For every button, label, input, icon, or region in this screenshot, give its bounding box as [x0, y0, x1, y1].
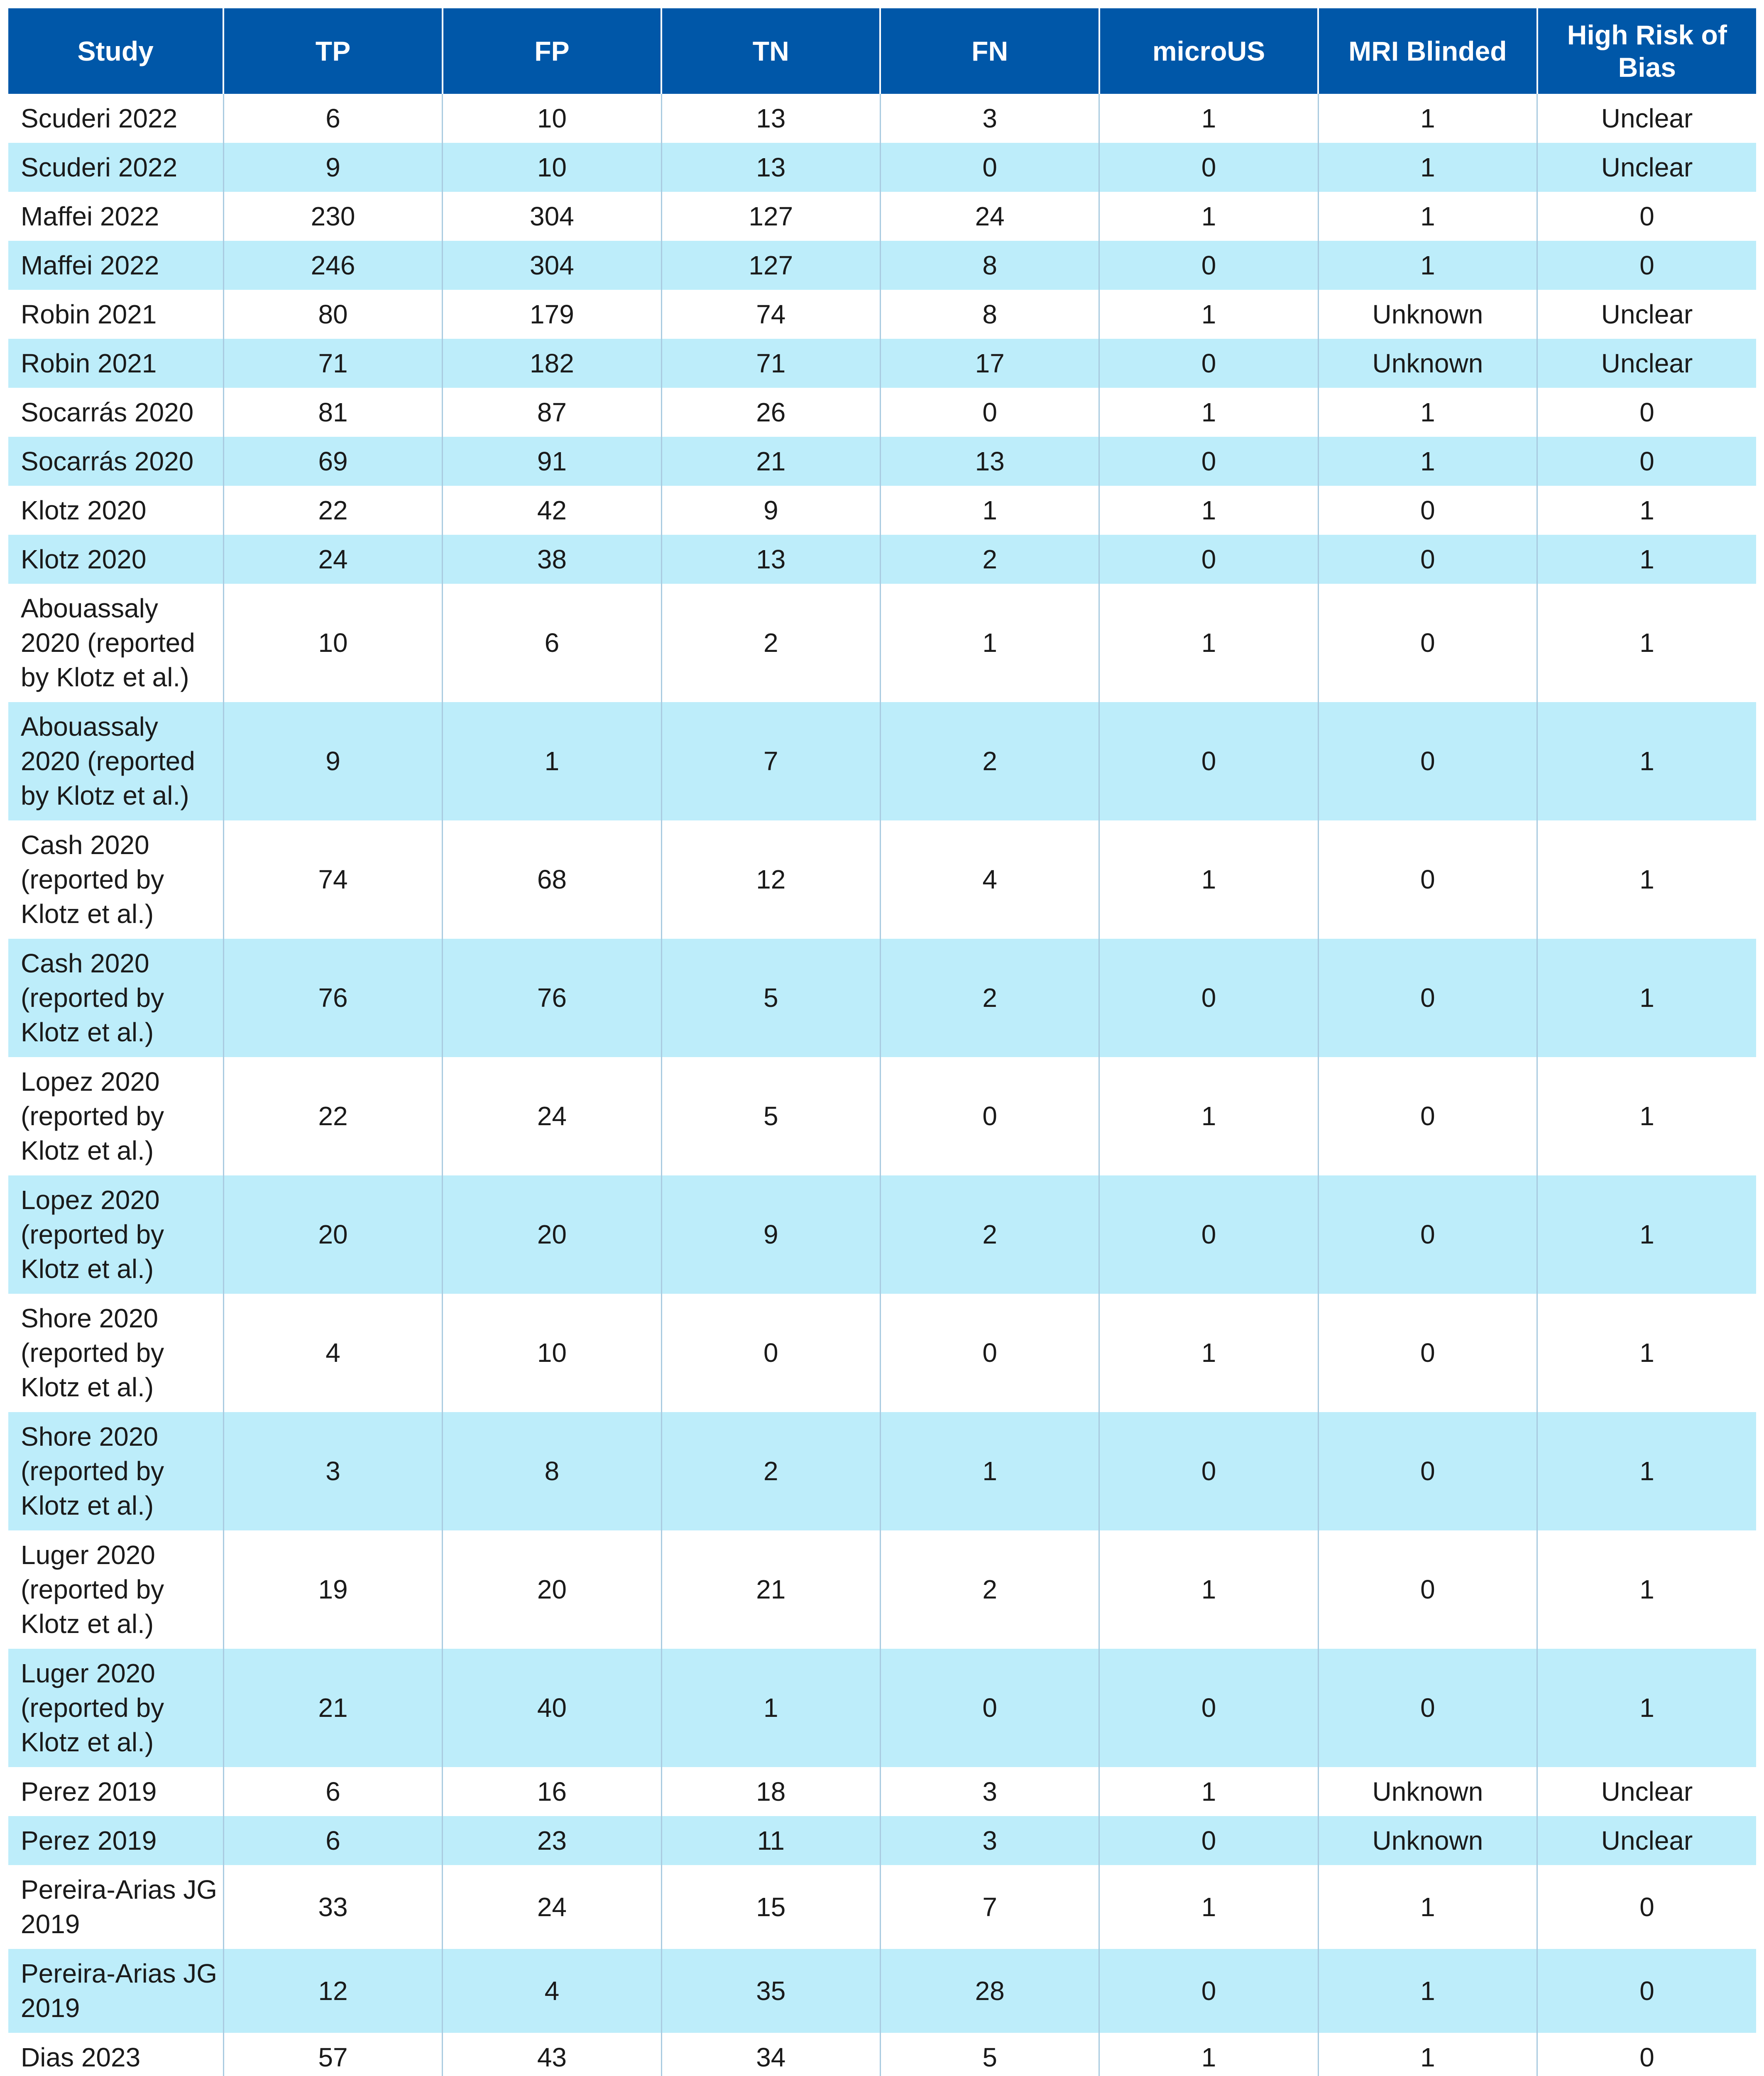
cell-fp: 68: [443, 820, 661, 939]
cell-fp: 6: [443, 584, 661, 702]
cell-fn: 8: [880, 241, 1099, 290]
cell-mri-blinded: Unknown: [1318, 290, 1537, 339]
cell-tp: 12: [223, 1949, 442, 2033]
cell-mri-blinded: 1: [1318, 143, 1537, 192]
cell-study: Maffei 2022: [8, 241, 223, 290]
cell-fp: 10: [443, 1294, 661, 1412]
cell-fp: 16: [443, 1767, 661, 1816]
cell-mri-blinded: 0: [1318, 1649, 1537, 1767]
table-row: [8, 1816, 1756, 1865]
cell-microus: 0: [1099, 1949, 1318, 2033]
cell-high-risk-of-bias: 0: [1537, 2033, 1756, 2076]
cell-tn: 2: [661, 584, 880, 702]
cell-microus: 0: [1099, 1649, 1318, 1767]
cell-tn: 15: [661, 1865, 880, 1949]
cell-high-risk-of-bias: 0: [1537, 192, 1756, 241]
cell-tn: 34: [661, 2033, 880, 2076]
cell-fp: 10: [443, 94, 661, 143]
cell-fp: 179: [443, 290, 661, 339]
table-row: [8, 1412, 1756, 1530]
cell-tn: 13: [661, 535, 880, 584]
cell-fp: 304: [443, 241, 661, 290]
cell-high-risk-of-bias: 1: [1537, 1294, 1756, 1412]
cell-mri-blinded: 0: [1318, 702, 1537, 820]
table-row: [8, 2033, 1756, 2076]
cell-fp: 24: [443, 1865, 661, 1949]
cell-tn: 7: [661, 702, 880, 820]
cell-tn: 35: [661, 1949, 880, 2033]
cell-fp: 182: [443, 339, 661, 388]
study-table: [8, 8, 1756, 2076]
cell-microus: 0: [1099, 939, 1318, 1057]
cell-tp: 80: [223, 290, 442, 339]
cell-tp: 6: [223, 1767, 442, 1816]
cell-tn: 74: [661, 290, 880, 339]
cell-fn: 2: [880, 535, 1099, 584]
cell-microus: 1: [1099, 192, 1318, 241]
cell-microus: 1: [1099, 290, 1318, 339]
cell-tn: 2: [661, 1412, 880, 1530]
cell-high-risk-of-bias: 1: [1537, 584, 1756, 702]
cell-high-risk-of-bias: 0: [1537, 437, 1756, 486]
cell-fn: 2: [880, 1530, 1099, 1649]
cell-study: Klotz 2020: [8, 486, 223, 535]
cell-study: Socarrás 2020: [8, 437, 223, 486]
cell-microus: 1: [1099, 1530, 1318, 1649]
cell-high-risk-of-bias: 1: [1537, 1057, 1756, 1175]
cell-mri-blinded: 0: [1318, 939, 1537, 1057]
table-row: [8, 1530, 1756, 1649]
cell-high-risk-of-bias: 1: [1537, 702, 1756, 820]
cell-high-risk-of-bias: 1: [1537, 1412, 1756, 1530]
table-row: [8, 939, 1756, 1057]
cell-microus: 1: [1099, 1057, 1318, 1175]
cell-fn: 2: [880, 702, 1099, 820]
cell-high-risk-of-bias: Unclear: [1537, 1767, 1756, 1816]
cell-tn: 127: [661, 192, 880, 241]
table-row: [8, 192, 1756, 241]
cell-high-risk-of-bias: 1: [1537, 1530, 1756, 1649]
header-mri-blinded: MRI Blinded: [1318, 8, 1537, 94]
table-row: [8, 820, 1756, 939]
cell-fp: 42: [443, 486, 661, 535]
cell-study: Abouassaly 2020 (reported by Klotz et al.): [8, 702, 223, 820]
cell-microus: 1: [1099, 1294, 1318, 1412]
cell-tp: 19: [223, 1530, 442, 1649]
cell-mri-blinded: 0: [1318, 1412, 1537, 1530]
cell-tn: 21: [661, 437, 880, 486]
cell-fn: 28: [880, 1949, 1099, 2033]
cell-tp: 21: [223, 1649, 442, 1767]
cell-fp: 20: [443, 1530, 661, 1649]
cell-microus: 1: [1099, 820, 1318, 939]
cell-mri-blinded: 1: [1318, 192, 1537, 241]
cell-tp: 10: [223, 584, 442, 702]
cell-study: Lopez 2020 (reported by Klotz et al.): [8, 1057, 223, 1175]
cell-study: Pereira-Arias JG 2019: [8, 1949, 223, 2033]
cell-study: Scuderi 2022: [8, 143, 223, 192]
table-row: [8, 1649, 1756, 1767]
cell-fn: 4: [880, 820, 1099, 939]
cell-tp: 9: [223, 143, 442, 192]
cell-mri-blinded: Unknown: [1318, 339, 1537, 388]
cell-high-risk-of-bias: Unclear: [1537, 339, 1756, 388]
cell-microus: 1: [1099, 1767, 1318, 1816]
table-row: [8, 241, 1756, 290]
cell-tn: 21: [661, 1530, 880, 1649]
cell-tn: 127: [661, 241, 880, 290]
cell-tp: 57: [223, 2033, 442, 2076]
header-tn: TN: [661, 8, 880, 94]
cell-fn: 3: [880, 1767, 1099, 1816]
cell-mri-blinded: 1: [1318, 241, 1537, 290]
cell-fp: 43: [443, 2033, 661, 2076]
cell-high-risk-of-bias: 1: [1537, 535, 1756, 584]
cell-tn: 26: [661, 388, 880, 437]
cell-microus: 0: [1099, 241, 1318, 290]
cell-mri-blinded: 1: [1318, 2033, 1537, 2076]
cell-study: Pereira-Arias JG 2019: [8, 1865, 223, 1949]
cell-tn: 1: [661, 1649, 880, 1767]
cell-tn: 0: [661, 1294, 880, 1412]
cell-fn: 1: [880, 584, 1099, 702]
cell-microus: 0: [1099, 702, 1318, 820]
cell-fn: 0: [880, 1057, 1099, 1175]
cell-high-risk-of-bias: Unclear: [1537, 143, 1756, 192]
cell-tp: 74: [223, 820, 442, 939]
cell-tn: 11: [661, 1816, 880, 1865]
cell-microus: 0: [1099, 143, 1318, 192]
cell-microus: 0: [1099, 339, 1318, 388]
cell-tp: 71: [223, 339, 442, 388]
cell-study: Dias 2023: [8, 2033, 223, 2076]
cell-mri-blinded: 0: [1318, 584, 1537, 702]
cell-microus: 1: [1099, 1865, 1318, 1949]
cell-fn: 3: [880, 1816, 1099, 1865]
cell-fn: 0: [880, 1294, 1099, 1412]
cell-fp: 40: [443, 1649, 661, 1767]
cell-study: Cash 2020 (reported by Klotz et al.): [8, 820, 223, 939]
header-microus: microUS: [1099, 8, 1318, 94]
table-row: [8, 1294, 1756, 1412]
cell-study: Robin 2021: [8, 339, 223, 388]
cell-fp: 76: [443, 939, 661, 1057]
cell-tp: 6: [223, 94, 442, 143]
cell-tn: 12: [661, 820, 880, 939]
cell-microus: 1: [1099, 94, 1318, 143]
cell-tn: 9: [661, 1175, 880, 1294]
cell-fp: 87: [443, 388, 661, 437]
cell-tn: 9: [661, 486, 880, 535]
cell-microus: 0: [1099, 535, 1318, 584]
cell-mri-blinded: 0: [1318, 486, 1537, 535]
cell-fn: 13: [880, 437, 1099, 486]
cell-fp: 4: [443, 1949, 661, 2033]
table-row: [8, 1767, 1756, 1816]
cell-high-risk-of-bias: 1: [1537, 1649, 1756, 1767]
cell-high-risk-of-bias: 0: [1537, 388, 1756, 437]
cell-microus: 1: [1099, 584, 1318, 702]
table-row: [8, 535, 1756, 584]
cell-fn: 0: [880, 388, 1099, 437]
table-row: [8, 702, 1756, 820]
header-fp: FP: [443, 8, 661, 94]
cell-tp: 20: [223, 1175, 442, 1294]
table-row: [8, 290, 1756, 339]
header-study: Study: [8, 8, 223, 94]
cell-fn: 2: [880, 939, 1099, 1057]
cell-fn: 1: [880, 486, 1099, 535]
cell-high-risk-of-bias: 0: [1537, 1865, 1756, 1949]
cell-tp: 246: [223, 241, 442, 290]
cell-tn: 13: [661, 94, 880, 143]
study-table-container: [8, 8, 1756, 2076]
cell-study: Scuderi 2022: [8, 94, 223, 143]
cell-study: Socarrás 2020: [8, 388, 223, 437]
table-row: [8, 584, 1756, 702]
table-row: [8, 94, 1756, 143]
cell-fp: 304: [443, 192, 661, 241]
cell-fn: 8: [880, 290, 1099, 339]
cell-mri-blinded: 1: [1318, 1949, 1537, 2033]
cell-tp: 81: [223, 388, 442, 437]
cell-tp: 69: [223, 437, 442, 486]
cell-fn: 2: [880, 1175, 1099, 1294]
cell-high-risk-of-bias: 0: [1537, 1949, 1756, 2033]
cell-fn: 24: [880, 192, 1099, 241]
cell-tp: 33: [223, 1865, 442, 1949]
cell-fp: 10: [443, 143, 661, 192]
cell-mri-blinded: Unknown: [1318, 1816, 1537, 1865]
header-high-risk-of-bias: High Risk of Bias: [1537, 8, 1756, 94]
table-row: [8, 1949, 1756, 2033]
cell-study: Lopez 2020 (reported by Klotz et al.): [8, 1175, 223, 1294]
cell-fn: 0: [880, 1649, 1099, 1767]
cell-tn: 13: [661, 143, 880, 192]
cell-tp: 22: [223, 486, 442, 535]
table-row: [8, 486, 1756, 535]
cell-tp: 3: [223, 1412, 442, 1530]
cell-study: Cash 2020 (reported by Klotz et al.): [8, 939, 223, 1057]
cell-tp: 4: [223, 1294, 442, 1412]
cell-fn: 7: [880, 1865, 1099, 1949]
cell-mri-blinded: 1: [1318, 437, 1537, 486]
cell-tp: 6: [223, 1816, 442, 1865]
cell-study: Abouassaly 2020 (reported by Klotz et al.): [8, 584, 223, 702]
table-row: [8, 339, 1756, 388]
cell-microus: 0: [1099, 1412, 1318, 1530]
table-row: [8, 1865, 1756, 1949]
cell-mri-blinded: Unknown: [1318, 1767, 1537, 1816]
cell-tp: 22: [223, 1057, 442, 1175]
cell-fn: 5: [880, 2033, 1099, 2076]
cell-study: Luger 2020 (reported by Klotz et al.): [8, 1530, 223, 1649]
cell-tn: 71: [661, 339, 880, 388]
cell-tn: 18: [661, 1767, 880, 1816]
cell-tp: 230: [223, 192, 442, 241]
cell-fn: 3: [880, 94, 1099, 143]
cell-mri-blinded: 0: [1318, 1294, 1537, 1412]
table-row: [8, 1175, 1756, 1294]
table-row: [8, 1057, 1756, 1175]
cell-fp: 38: [443, 535, 661, 584]
cell-mri-blinded: 1: [1318, 1865, 1537, 1949]
cell-microus: 1: [1099, 2033, 1318, 2076]
cell-mri-blinded: 0: [1318, 1057, 1537, 1175]
header-fn: FN: [880, 8, 1099, 94]
cell-high-risk-of-bias: 1: [1537, 486, 1756, 535]
cell-tp: 24: [223, 535, 442, 584]
table-row: [8, 437, 1756, 486]
cell-mri-blinded: 0: [1318, 1530, 1537, 1649]
table-row: [8, 143, 1756, 192]
cell-microus: 0: [1099, 1816, 1318, 1865]
table-row: [8, 388, 1756, 437]
cell-tn: 5: [661, 1057, 880, 1175]
cell-high-risk-of-bias: Unclear: [1537, 1816, 1756, 1865]
cell-fp: 23: [443, 1816, 661, 1865]
cell-tp: 76: [223, 939, 442, 1057]
table-body: [8, 94, 1756, 2076]
cell-study: Perez 2019: [8, 1816, 223, 1865]
cell-tp: 9: [223, 702, 442, 820]
cell-study: Klotz 2020: [8, 535, 223, 584]
cell-fp: 20: [443, 1175, 661, 1294]
cell-mri-blinded: 1: [1318, 388, 1537, 437]
cell-mri-blinded: 0: [1318, 820, 1537, 939]
cell-study: Shore 2020 (reported by Klotz et al.): [8, 1412, 223, 1530]
cell-fn: 17: [880, 339, 1099, 388]
cell-high-risk-of-bias: Unclear: [1537, 94, 1756, 143]
cell-high-risk-of-bias: 1: [1537, 1175, 1756, 1294]
cell-microus: 1: [1099, 486, 1318, 535]
cell-microus: 1: [1099, 388, 1318, 437]
cell-mri-blinded: 1: [1318, 94, 1537, 143]
header-tp: TP: [223, 8, 442, 94]
cell-study: Maffei 2022: [8, 192, 223, 241]
cell-tn: 5: [661, 939, 880, 1057]
cell-microus: 0: [1099, 437, 1318, 486]
cell-mri-blinded: 0: [1318, 535, 1537, 584]
table-header-row: [8, 8, 1756, 94]
cell-study: Luger 2020 (reported by Klotz et al.): [8, 1649, 223, 1767]
cell-fp: 91: [443, 437, 661, 486]
cell-fp: 1: [443, 702, 661, 820]
cell-fn: 0: [880, 143, 1099, 192]
cell-fn: 1: [880, 1412, 1099, 1530]
cell-study: Perez 2019: [8, 1767, 223, 1816]
cell-high-risk-of-bias: 0: [1537, 241, 1756, 290]
cell-high-risk-of-bias: 1: [1537, 939, 1756, 1057]
cell-high-risk-of-bias: 1: [1537, 820, 1756, 939]
cell-study: Robin 2021: [8, 290, 223, 339]
cell-fp: 8: [443, 1412, 661, 1530]
cell-microus: 0: [1099, 1175, 1318, 1294]
cell-mri-blinded: 0: [1318, 1175, 1537, 1294]
cell-study: Shore 2020 (reported by Klotz et al.): [8, 1294, 223, 1412]
cell-high-risk-of-bias: Unclear: [1537, 290, 1756, 339]
cell-fp: 24: [443, 1057, 661, 1175]
